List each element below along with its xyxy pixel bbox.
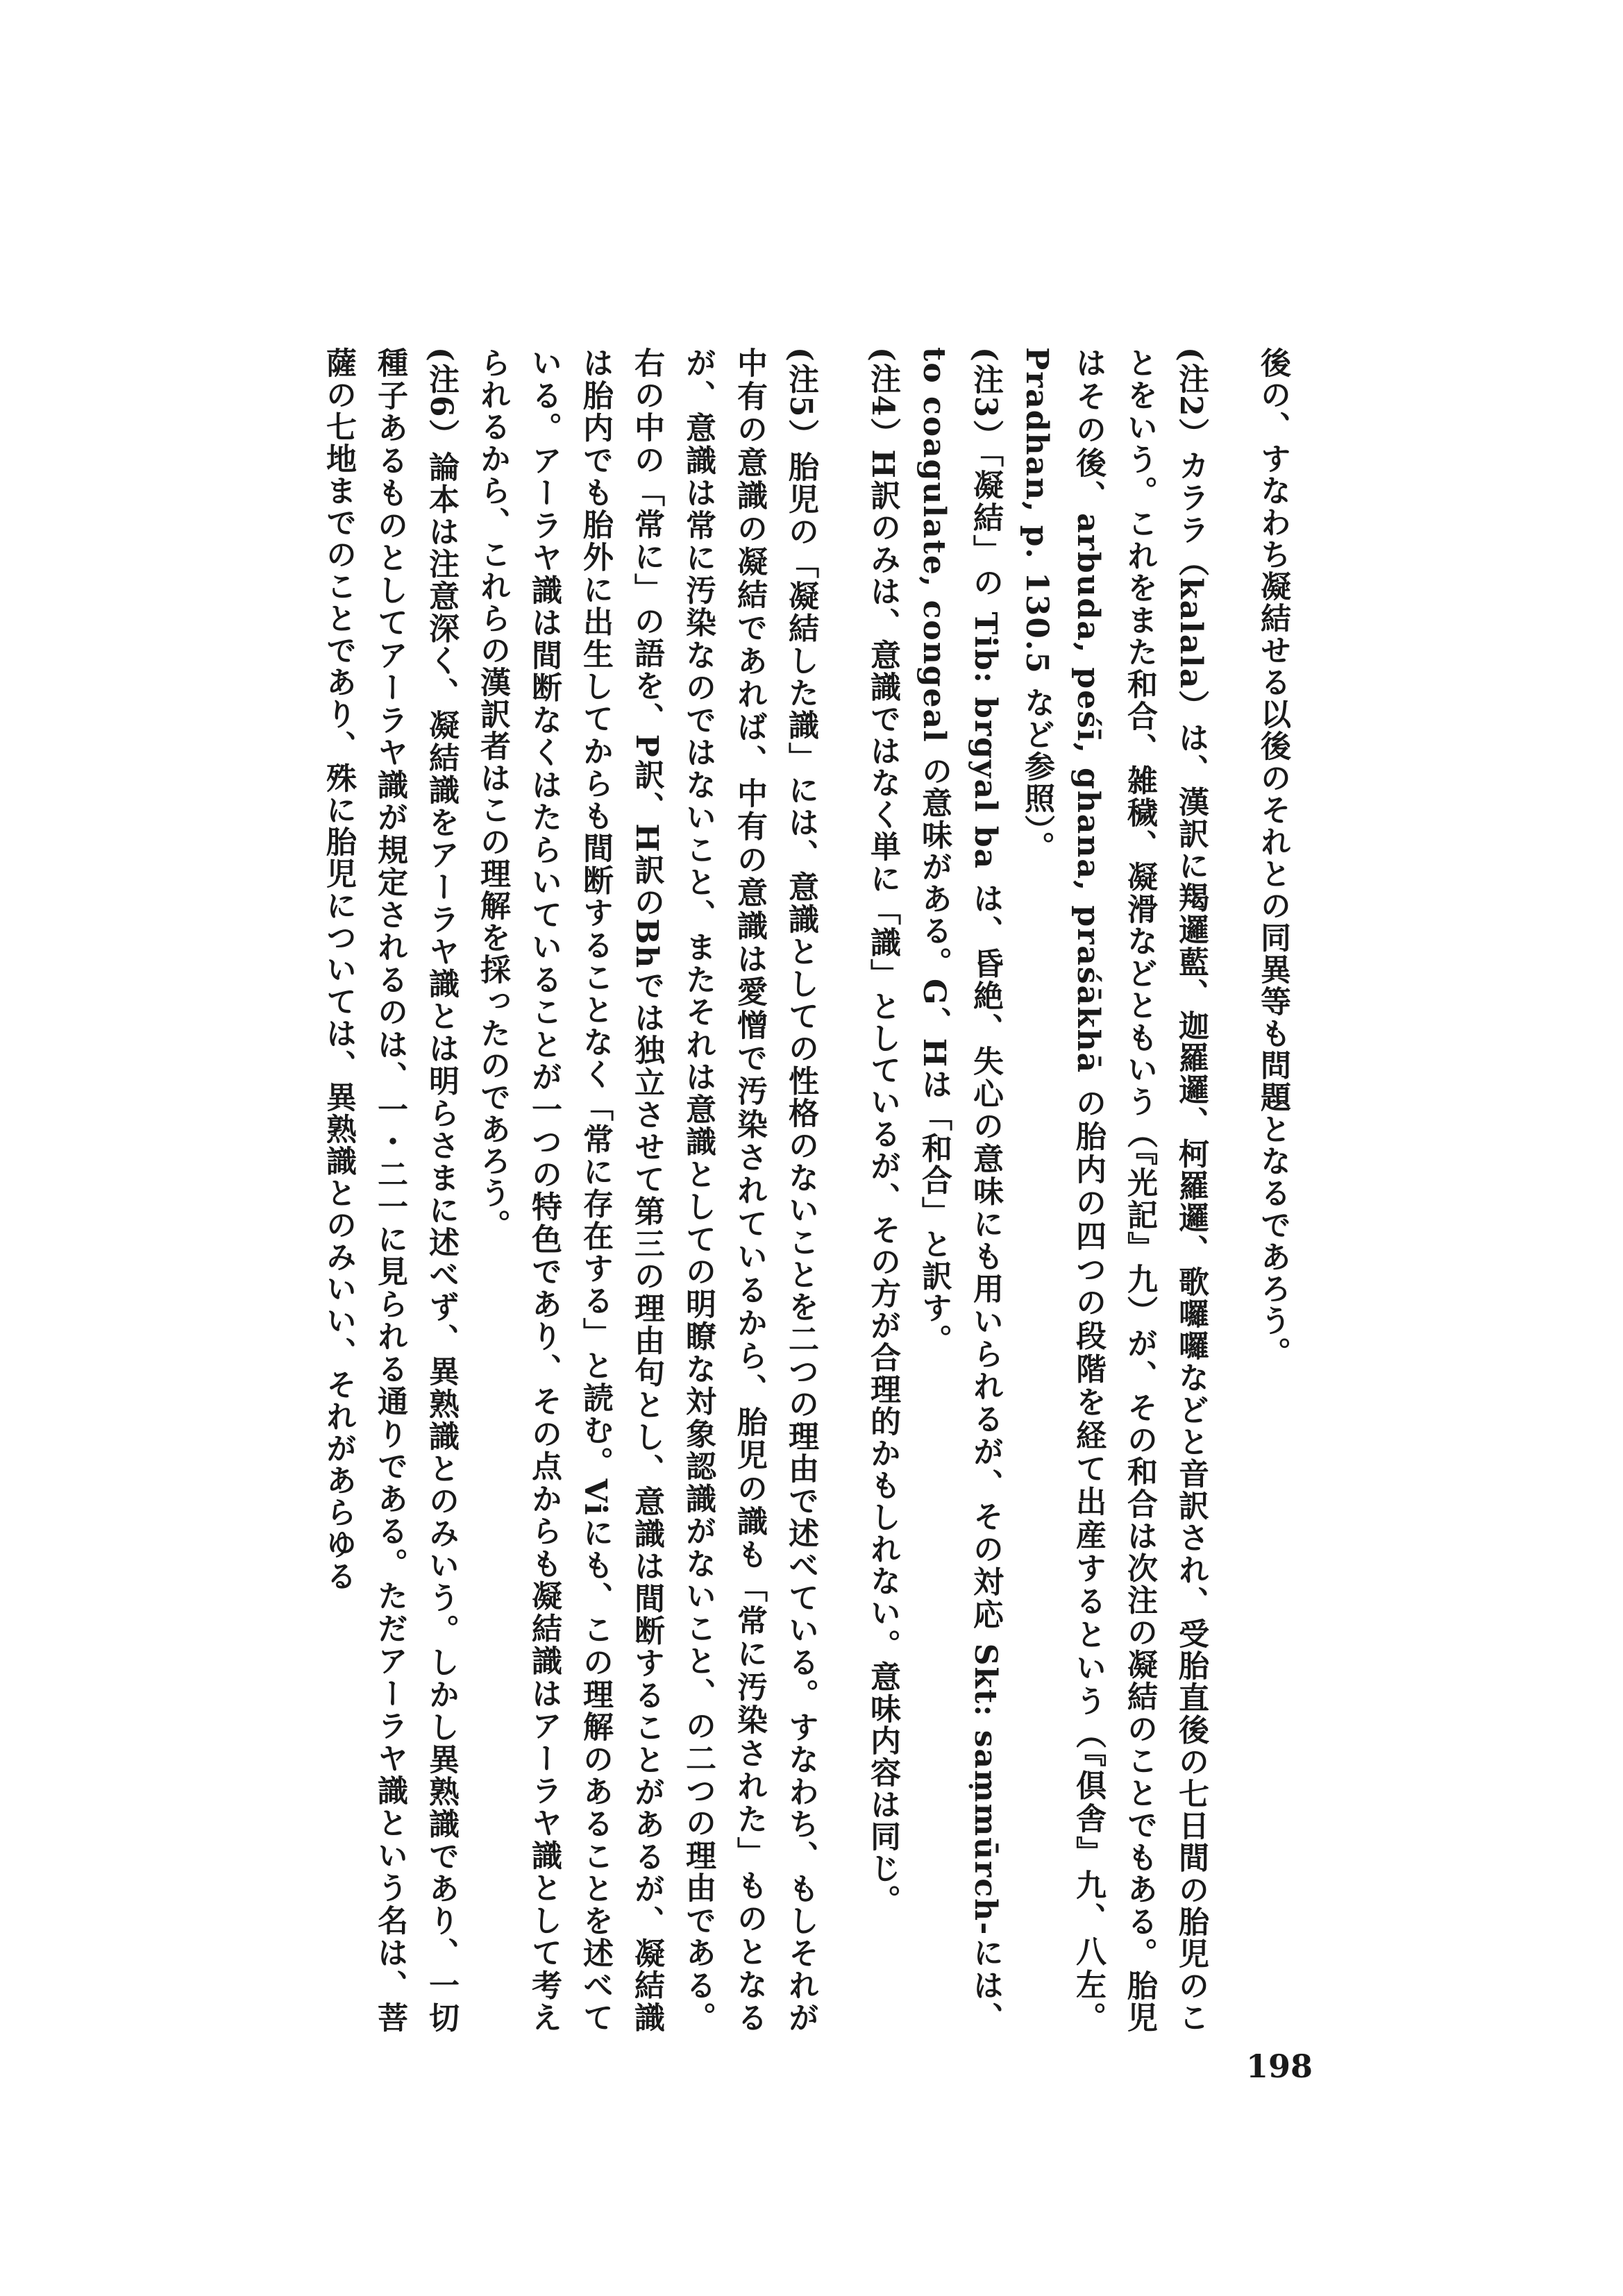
note-4: (注4）H訳のみは、意識ではなく単に「識」としているが、その方が合理的かもしれない。意味内容は同じ。	[865, 347, 900, 1917]
vertical-text-block	[278, 347, 1298, 2034]
note-6: (注6）論本は注意深く、凝結識をアーラヤ識とは明らさまに述べず、異熟識とのみいう。しかし異熟識であり、一切種子あるものとしてアーラヤ識が規定されるのは、一・二一に見られる通りである。ただアーラヤ識という名は、菩薩の七地までのことであり、殊に胎児については、異熟識とのみいい、それがあらゆる	[321, 347, 459, 2034]
note-2: (注2）カララ（kalala）は、漢訳に羯邏藍、迦羅邏、柯羅邏、歌囉囉などと音訳され、受胎直後の七日間の胎児のことをいう。これをまた和合、雑穢、凝滑などともいう（『光記』九）が、その和合は次注の凝結のことでもある。胎児はその後、arbuda, peśī, ghana, praśākhā の胎内の四つの段階を経て出産するという（『倶舎』九、八左。Pradhan, p. 130.5 など参照）。	[1019, 347, 1209, 2034]
paragraph-continuation: 後の、すなわち凝結せる以後のそれとの同異等も問題となるであろう。	[1255, 347, 1290, 1369]
note-5: (注5）胎児の「凝結した識」には、意識としての性格のないことを二つの理由で述べている。すなわち、もしそれが中有の意識の凝結であれば、中有の意識は愛憎で汚染されているから、胎児の識も「常に汚染された」ものとなるが、意識は常に汚染なのではないこと、またそれは意識としての明瞭な対象認識がないこと、の二つの理由である。右の中の「常に」の語を、P訳、H訳のBhでは独立させて第三の理由句とし、意識は間断することがあるが、凝結識は胎内でも胎外に出生してからも間断することなく「常に存在する」と読む。Viにも、この理解のあることを述べている。アーラヤ識は間断なくはたらいていることが一つの特色であり、その点からも凝結識はアーラヤ識として考えられるから、これらの漢訳者はこの理解を採ったのであろう。	[475, 347, 818, 2034]
note-3: (注3）「凝結」の Tib: brgyal ba は、昏絶、失心の意味にも用いられるが、その対応 Skt: saṃmūrch-には、to coagulate, congeal の意味がある。G、Hは「和合」と訳す。	[916, 347, 1003, 2034]
page-number: 198	[1246, 2048, 1313, 2085]
